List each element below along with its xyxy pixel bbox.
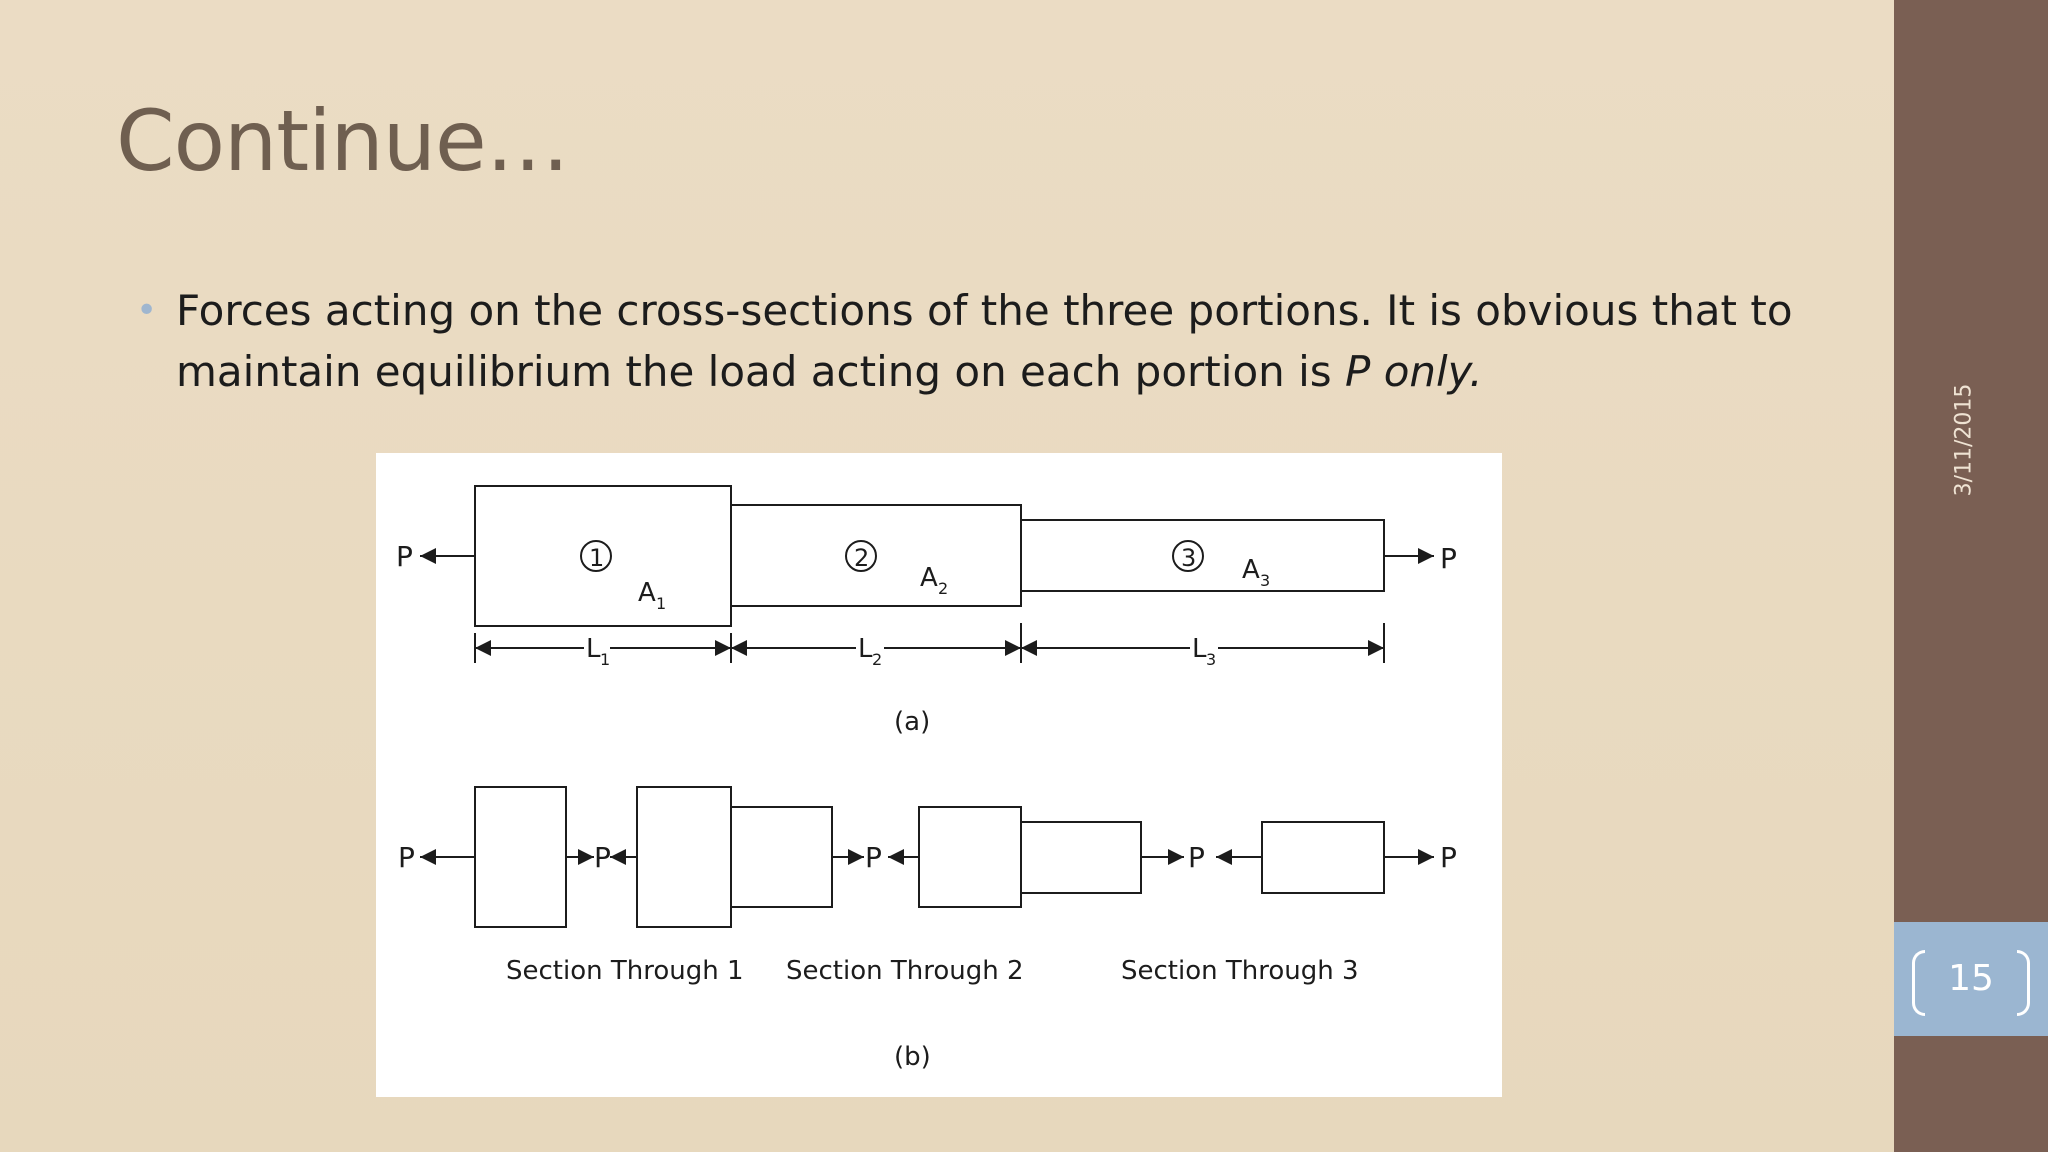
page-number-box xyxy=(1894,922,2048,1036)
bullet-dot-icon: • xyxy=(136,290,158,331)
area-label-1: A xyxy=(638,578,656,608)
section-1-right-body-part-1 xyxy=(637,787,731,927)
section-label-1: Section Through 1 xyxy=(506,956,744,986)
section-1-right-body-part-2 xyxy=(731,807,832,907)
length-label-1-subscript: 1 xyxy=(600,650,611,669)
area-label-3: A xyxy=(1242,555,1260,585)
length-label-1: L xyxy=(586,634,601,664)
circle-label-2: 2 xyxy=(854,544,870,572)
circle-label-3: 3 xyxy=(1181,544,1197,572)
page-number: 15 xyxy=(1948,958,1994,999)
area-label-2: A xyxy=(920,563,938,593)
slide-date: 3/11/2015 xyxy=(1951,383,1977,497)
section-2-right-body-part-2 xyxy=(919,807,1021,907)
area-label-2-subscript: 2 xyxy=(938,579,949,598)
section-force-label-1: P xyxy=(398,841,415,874)
section-1-left-body xyxy=(475,787,566,927)
section-force-label-3: P xyxy=(865,841,882,874)
bar-diagram-svg xyxy=(376,453,1502,1097)
bullet-text-italic: P only. xyxy=(1345,347,1483,396)
slide-title: Continue… xyxy=(116,92,569,190)
length-label-2: L xyxy=(858,634,873,664)
length-label-3-subscript: 3 xyxy=(1206,650,1217,669)
caption-b: (b) xyxy=(894,1042,931,1072)
section-2-right-body-part-3 xyxy=(1021,822,1141,893)
force-label-right: P xyxy=(1440,542,1457,575)
length-label-3: L xyxy=(1192,634,1207,664)
bullet-text xyxy=(176,280,1936,402)
section-force-label-5: P xyxy=(1440,841,1457,874)
section-force-label-2: P xyxy=(594,841,611,874)
length-label-2-subscript: 2 xyxy=(872,650,883,669)
bar-diagram-figure xyxy=(376,453,1502,1097)
circle-label-1: 1 xyxy=(589,544,605,572)
area-label-3-subscript: 3 xyxy=(1260,571,1271,590)
section-force-label-4: P xyxy=(1188,841,1205,874)
area-label-1-subscript: 1 xyxy=(656,594,667,613)
section-label-3: Section Through 3 xyxy=(1121,956,1359,986)
force-label-left: P xyxy=(396,540,413,573)
section-label-2: Section Through 2 xyxy=(786,956,1024,986)
section-3-right-body xyxy=(1262,822,1384,893)
caption-a: (a) xyxy=(894,707,931,737)
bullet-text-main: Forces acting on the cross-sections of the three portions. It is obvious that to maintain equilibrium the load acting on each portion is xyxy=(176,286,1793,396)
